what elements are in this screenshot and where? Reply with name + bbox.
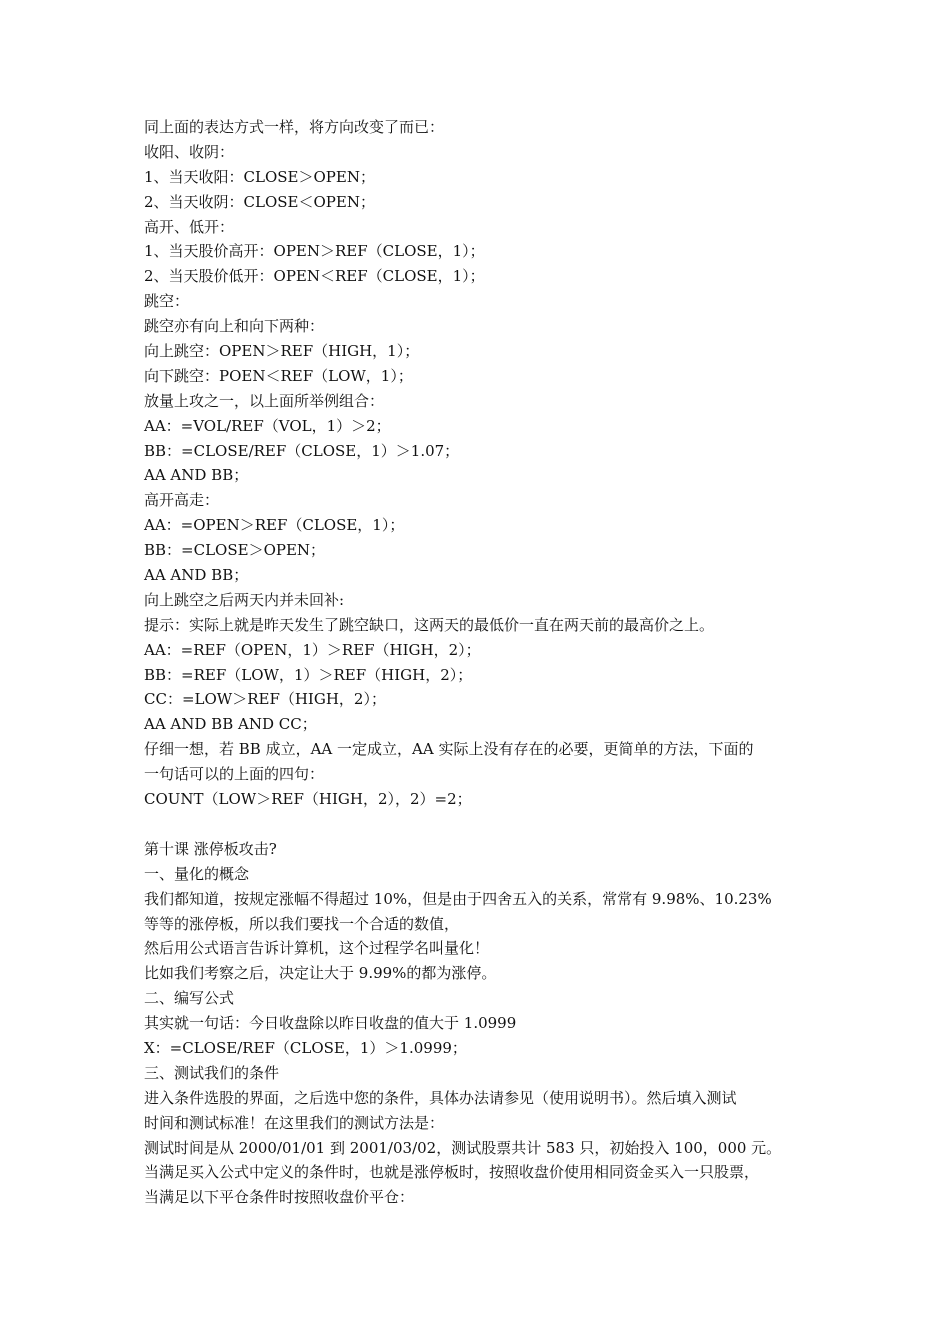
formula-line: AA AND BB；: [144, 566, 249, 585]
text-line: 跳空亦有向上和向下两种：: [144, 317, 325, 336]
formula-line: BB：=REF（LOW，1）＞REF（HIGH，2）；: [144, 665, 473, 684]
text-line: 进入条件选股的界面，之后选中您的条件，具体办法请参见（使用说明书）。然后填入测试: [144, 1088, 737, 1107]
formula-line: COUNT（LOW＞REF（HIGH，2），2）=2；: [144, 790, 472, 809]
text-line: 向下跳空：POEN＜REF（LOW，1）；: [144, 366, 413, 385]
formula-line: BB：=CLOSE/REF（CLOSE，1）＞1.07；: [144, 441, 460, 460]
section-heading: 向上跳空之后两天内并未回补:: [144, 590, 345, 609]
text-line: 时间和测试标准！在这里我们的测试方法是：: [144, 1113, 445, 1132]
text-line: 当满足买入公式中定义的条件时，也就是涨停板时，按照收盘价使用相同资金买入一只股票，: [144, 1163, 760, 1182]
document-page: [144, 115, 810, 1210]
text-line: 等等的涨停板，所以我们要找一个合适的数值，: [144, 914, 460, 933]
text-line: 提示：实际上就是昨天发生了跳空缺口，这两天的最低价一直在两天前的最高价之上。: [144, 615, 715, 634]
section-heading: 高开高走：: [144, 491, 220, 510]
text-line: 测试时间是从 2000/01/01 到 2001/03/02，测试股票共计 583 只，初始投入 100，000 元。: [144, 1138, 782, 1157]
lesson-title: 第十课 涨停板攻击?: [144, 839, 277, 858]
text-line: 1、当天股价高开：OPEN＞REF（CLOSE，1）；: [144, 242, 485, 261]
text-line: 1、当天收阳：CLOSE＞OPEN；: [144, 167, 375, 186]
text-line: 同上面的表达方式一样，将方向改变了而已：: [144, 118, 445, 136]
blank-line: [144, 812, 810, 837]
section-heading: 高开、低开：: [144, 217, 235, 236]
formula-line: AA AND BB AND CC；: [144, 715, 317, 734]
text-line: 然后用公式语言告诉计算机，这个过程学名叫量化！: [144, 939, 490, 958]
formula-line: AA：=OPEN＞REF（CLOSE，1）；: [144, 516, 405, 535]
text-line: 当满足以下平仓条件时按照收盘价平仓：: [144, 1188, 415, 1207]
formula-line: AA AND BB；: [144, 466, 249, 485]
section-heading: 一、量化的概念: [144, 864, 250, 883]
section-heading: 二、编写公式: [144, 989, 235, 1008]
formula-line: BB：=CLOSE＞OPEN；: [144, 541, 326, 560]
section-heading: 放量上攻之一，以上面所举例组合：: [144, 391, 385, 410]
formula-line: AA：=REF（OPEN，1）＞REF（HIGH，2）；: [144, 640, 481, 659]
formula-line: X：=CLOSE/REF（CLOSE，1）＞1.0999；: [144, 1038, 467, 1057]
formula-line: CC：=LOW＞REF（HIGH，2）；: [144, 690, 386, 709]
text-line: 我们都知道，按规定涨幅不得超过 10%，但是由于四舍五入的关系，常常有 9.98%、10.23%: [144, 889, 772, 908]
section-heading: 跳空：: [144, 292, 190, 311]
text-line: 2、当天收阴：CLOSE＜OPEN；: [144, 192, 375, 211]
text-line: 其实就一句话：今日收盘除以昨日收盘的值大于 1.0999: [144, 1014, 517, 1033]
text-line: 向上跳空：OPEN＞REF（HIGH，1）；: [144, 342, 420, 361]
text-line: 仔细一想，若 BB 成立，AA 一定成立，AA 实际上没有存在的必要，更简单的方法，下面的: [144, 740, 754, 759]
section-heading: 收阳、收阴：: [144, 142, 235, 161]
text-line: 比如我们考察之后，决定让大于 9.99%的都为涨停。: [144, 964, 497, 983]
section-heading: 三、测试我们的条件: [144, 1063, 280, 1082]
text-line: 2、当天股价低开：OPEN＜REF（CLOSE，1）；: [144, 267, 485, 286]
formula-line: AA：=VOL/REF（VOL，1）＞2；: [144, 416, 391, 435]
text-line: 一句话可以的上面的四句：: [144, 765, 325, 784]
